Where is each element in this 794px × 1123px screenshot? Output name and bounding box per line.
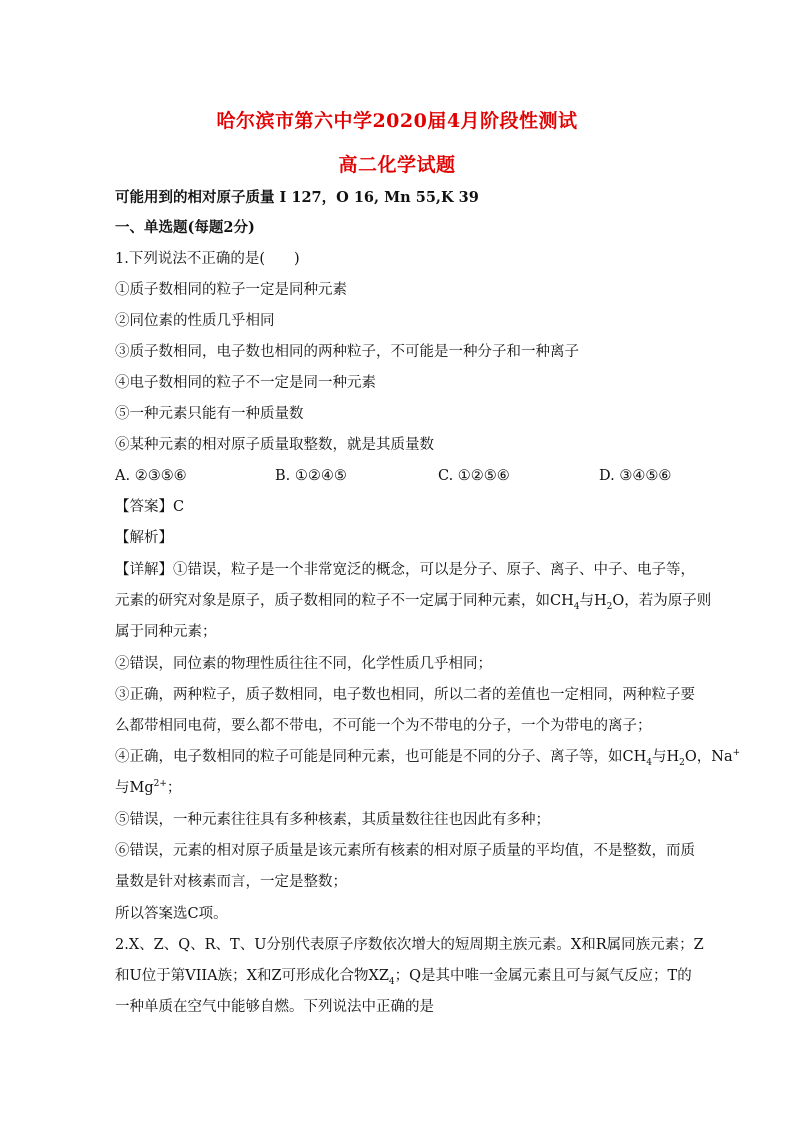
statement-1: ①质子数相同的粒子一定是同种元素	[115, 282, 347, 298]
answer-options	[115, 466, 685, 486]
detail-5: ⑤错误，一种元素往往具有多种核素，其质量数往往也因此有多种；	[115, 812, 550, 828]
statement-6: ⑥某种元素的相对原子质量取整数，就是其质量数	[115, 437, 434, 453]
option-d: D. ③④⑤⑥	[599, 468, 672, 484]
detail-4b: 与$Mg^{2+}$；	[115, 779, 182, 796]
detail-3b: 么都带相同电荷，要么都不带电，不可能一个为不带电的分子，一个为带电的离子；	[115, 718, 652, 734]
detail-1a: 【详解】①错误，粒子是一个非常宽泛的概念，可以是分子、原子、离子、中子、电子等，	[115, 562, 695, 578]
section-heading: 一、单选题(每题2分)	[115, 219, 255, 236]
option-c: C. ①②⑤⑥	[438, 468, 510, 484]
atomic-mass-line: 可能用到的相对原子质量 I 127，O 16, Mn 55,K 39	[115, 189, 479, 206]
detail-1c: 属于同种元素；	[115, 624, 217, 640]
detail-3a: ③正确，两种粒子，质子数相同，电子数也相同，所以二者的差值也一定相同，两种粒子要	[115, 687, 695, 703]
detail-1b: 元素的研究对象是原子，质子数相同的粒子不一定属于同种元素，如$CH_4$与$H_2O$，若为原子则	[115, 593, 712, 612]
statement-2: ②同位素的性质几乎相同	[115, 313, 275, 329]
statement-5: ⑤一种元素只能有一种质量数	[115, 406, 304, 422]
detail-2: ②错误，同位素的物理性质往往不同，化学性质几乎相同；	[115, 656, 492, 672]
detail-6b: 量数是针对核素而言，一定是整数；	[115, 874, 347, 890]
analysis-label: 【解析】	[115, 530, 173, 546]
option-a: A. ②③⑤⑥	[115, 468, 187, 484]
question-2-line-3: 一种单质在空气中能够自燃。下列说法中正确的是	[115, 999, 434, 1015]
conclusion: 所以答案选C项。	[115, 906, 228, 922]
statement-4: ④电子数相同的粒子不一定是同一种元素	[115, 375, 376, 391]
statement-3: ③质子数相同，电子数也相同的两种粒子，不可能是一种分子和一种离子	[115, 344, 579, 360]
answer-line: 【答案】C	[115, 499, 185, 515]
question-2-line-1: 2.X、Z、Q、R、T、U分别代表原子序数依次增大的短周期主族元素。X和R属同族元素；Z	[115, 937, 704, 953]
option-b: B. ①②④⑤	[275, 468, 347, 484]
question-2-line-2: 和U位于第VIIA族；X和Z可形成化合物$XZ_4$；Q是其中唯一金属元素且可与氮气反应；T的	[115, 968, 692, 987]
exam-subtitle: 高二化学试题	[338, 154, 456, 176]
detail-6a: ⑥错误，元素的相对原子质量是该元素所有核素的相对原子质量的平均值，不是整数，而质	[115, 843, 695, 859]
question-1-stem: 1.下列说法不正确的是( )	[115, 251, 300, 267]
detail-4a: ④正确，电子数相同的粒子可能是同种元素，也可能是不同的分子、离子等，如$CH_4$与$H_2O$，Na+	[115, 748, 741, 768]
exam-title: 哈尔滨市第六中学2020届4月阶段性测试	[216, 110, 578, 132]
